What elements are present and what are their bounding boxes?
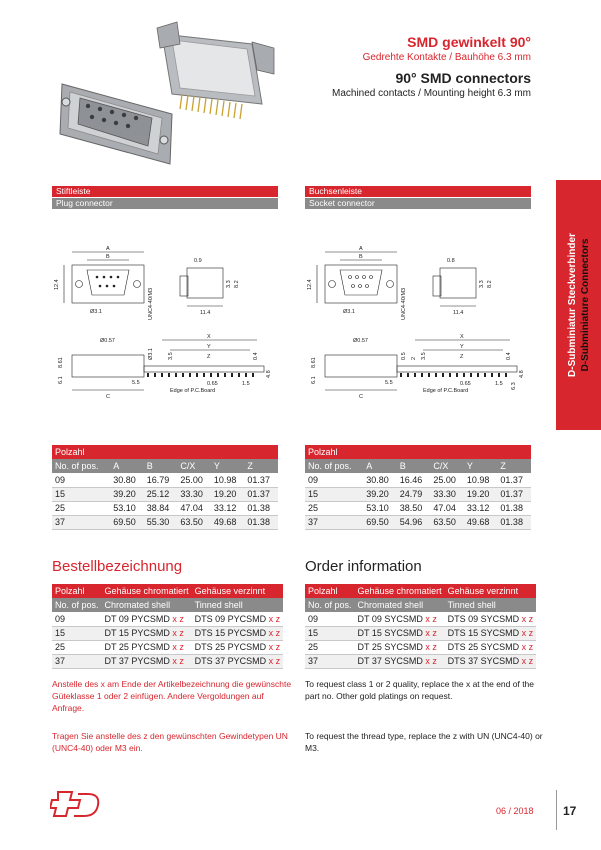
cell: 19.20 <box>211 487 245 501</box>
s-dim-d2: 2 <box>411 356 417 360</box>
table-title: Polzahl <box>52 445 278 459</box>
order-table-de <box>52 584 283 669</box>
s-dim-X: X <box>460 334 464 340</box>
table-row <box>305 654 536 668</box>
part-suffix: x z <box>521 628 534 638</box>
title-en: 90° SMD connectors <box>395 70 531 86</box>
cell <box>192 612 284 626</box>
table-row <box>52 487 278 501</box>
cell: 39.20 <box>363 487 397 501</box>
s-dim-B: B <box>359 254 363 260</box>
col-header: Gehäuse verzinnt <box>445 584 537 598</box>
s-dim-d35: 3.5 <box>421 352 427 360</box>
part-suffix: x z <box>425 642 437 652</box>
cell: 01.37 <box>497 473 531 487</box>
table-row <box>52 612 283 626</box>
cell: 15 <box>305 626 355 640</box>
cell <box>355 640 445 654</box>
part-no: DTS 37 PYCSMD <box>194 656 267 666</box>
cell: 24.79 <box>397 487 431 501</box>
dim-B: B <box>106 254 110 260</box>
cell: 19.20 <box>464 487 498 501</box>
part-no: DT 15 PYCSMD <box>104 628 170 638</box>
col-header: Y <box>464 459 498 473</box>
cell: 25 <box>52 640 102 654</box>
dim-w15: 1.5 <box>242 381 250 387</box>
dim-h61: 6.1 <box>58 376 64 384</box>
col-header: No. of pos. <box>305 459 363 473</box>
cell: 25 <box>52 501 110 515</box>
product-photo <box>52 14 282 174</box>
order-note1-en: To request class 1 or 2 quality, replace the x at the end of the part no. Other gold platings on request. <box>305 679 535 701</box>
part-no: DT 09 PYCSMD <box>104 613 170 624</box>
cell: 37 <box>52 515 110 529</box>
cell: 15 <box>52 487 110 501</box>
cell: 25.00 <box>177 473 211 487</box>
part-suffix: x z <box>268 642 281 652</box>
dim-d48: 4.8 <box>266 370 272 378</box>
plug-drawing <box>52 240 278 410</box>
dim-unc: UNC4-40/M3 <box>148 287 154 320</box>
dim-d31: Ø3.1 <box>90 309 102 315</box>
cell: 37 <box>305 515 363 529</box>
table-row <box>305 487 531 501</box>
col-header: No. of pos. <box>52 598 102 612</box>
dim-w065: 0.65 <box>207 381 218 387</box>
s-dim-w55: 5.5 <box>385 380 393 386</box>
table-row <box>52 626 283 640</box>
part-suffix: x z <box>268 656 281 666</box>
cell: 38.50 <box>397 501 431 515</box>
order-table-en <box>305 584 536 669</box>
dim-d04: 0.4 <box>253 352 259 360</box>
cell: 69.50 <box>110 515 144 529</box>
part-suffix: x z <box>425 628 437 638</box>
part-suffix: x z <box>425 656 437 666</box>
part-suffix: x z <box>425 613 437 624</box>
order-note1-de: Anstelle des x am Ende der Artikelbezeichnung die gewünschte Güteklasse 1 oder 2 einfügen. Andere Vergoldungen auf Anfrage. <box>52 679 292 713</box>
cell: 01.38 <box>497 515 531 529</box>
dim-X: X <box>207 334 211 340</box>
table-row <box>52 473 278 487</box>
col-header: Tinned shell <box>192 598 284 612</box>
part-suffix: x z <box>172 656 184 666</box>
cell: 53.10 <box>110 501 144 515</box>
cell: 25 <box>305 640 355 654</box>
cell <box>102 612 192 626</box>
cell <box>192 626 284 640</box>
cell: 39.20 <box>110 487 144 501</box>
cell: 63.50 <box>177 515 211 529</box>
cell: 33.12 <box>211 501 245 515</box>
part-suffix: x z <box>268 613 281 624</box>
col-header: No. of pos. <box>52 459 110 473</box>
col-header: A <box>110 459 144 473</box>
order-title-en: Order information <box>305 558 422 575</box>
s-dim-d63: 6.3 <box>511 382 517 390</box>
side-tab <box>556 180 601 430</box>
cell: 01.38 <box>244 501 278 515</box>
order-title-de: Bestellbezeichnung <box>52 558 183 575</box>
cell: 55.30 <box>144 515 178 529</box>
plug-label-de: Stiftleiste <box>52 186 278 197</box>
footer-divider <box>556 790 557 830</box>
cell: 15 <box>52 626 102 640</box>
cell: 33.12 <box>464 501 498 515</box>
cell: 09 <box>305 612 355 626</box>
cell: 47.04 <box>430 501 464 515</box>
part-no: DT 09 SYCSMD <box>357 613 423 624</box>
cell <box>445 612 537 626</box>
s-dim-05: 0.5 <box>401 352 407 360</box>
cell <box>355 612 445 626</box>
cell: 10.98 <box>464 473 498 487</box>
socket-drawing <box>305 240 531 410</box>
col-header: Y <box>211 459 245 473</box>
part-no: DT 37 PYCSMD <box>104 656 170 666</box>
cell: 09 <box>52 612 102 626</box>
part-no: DTS 09 SYCSMD <box>447 613 520 624</box>
col-header: B <box>144 459 178 473</box>
cell: 01.38 <box>244 515 278 529</box>
s-edge-label: Edge of P.C.Board <box>423 388 469 394</box>
cell: 01.37 <box>244 487 278 501</box>
cell <box>192 640 284 654</box>
col-header: B <box>397 459 431 473</box>
cell: 16.79 <box>144 473 178 487</box>
dim-p09: 0.9 <box>194 258 202 264</box>
table-row <box>305 473 531 487</box>
connector-image-front <box>60 84 172 164</box>
cell: 53.10 <box>363 501 397 515</box>
part-suffix: x z <box>521 656 534 666</box>
cell: 09 <box>52 473 110 487</box>
table-title: Polzahl <box>305 445 531 459</box>
cell <box>102 640 192 654</box>
cell <box>445 654 537 668</box>
col-header: Chromated shell <box>355 598 445 612</box>
part-no: DT 25 SYCSMD <box>357 642 423 652</box>
dim-w114: 11.4 <box>200 310 211 316</box>
part-no: DT 15 SYCSMD <box>357 628 423 638</box>
cell: 54.96 <box>397 515 431 529</box>
cell: 37 <box>52 654 102 668</box>
col-header: Gehäuse chromatiert <box>355 584 445 598</box>
part-no: DT 37 SYCSMD <box>357 656 423 666</box>
cell: 25.12 <box>144 487 178 501</box>
part-no: DTS 37 SYCSMD <box>447 656 520 666</box>
table-row <box>305 612 536 626</box>
cell: 30.80 <box>110 473 144 487</box>
order-note2-en: To request the thread type, replace the z with UN (UNC4-40) or M3. <box>305 731 543 753</box>
part-suffix: x z <box>172 642 184 652</box>
s-dim-d48: 4.8 <box>519 370 525 378</box>
s-dim-33: 3.3 <box>479 280 485 288</box>
cell: 10.98 <box>211 473 245 487</box>
dimension-table-socket <box>305 445 531 530</box>
cell: 09 <box>305 473 363 487</box>
s-dim-82: 8.2 <box>487 280 493 288</box>
cell: 37 <box>305 654 355 668</box>
footer-date: 06 / 2018 <box>496 806 534 816</box>
table-row <box>305 515 531 529</box>
part-no: DTS 25 PYCSMD <box>194 642 267 652</box>
s-dim-A: A <box>359 246 363 252</box>
side-tab-label-de: D-Subminiatur Steckverbinder <box>566 233 578 377</box>
table-row <box>305 501 531 515</box>
cell <box>445 640 537 654</box>
col-header: C/X <box>177 459 211 473</box>
s-dim-d057: Ø0.57 <box>353 338 368 344</box>
s-dim-d31: Ø3.1 <box>343 309 355 315</box>
cell <box>102 654 192 668</box>
cell <box>355 626 445 640</box>
table-row <box>52 640 283 654</box>
s-dim-w15: 1.5 <box>495 381 503 387</box>
part-no: DTS 15 SYCSMD <box>447 628 520 638</box>
side-tab-label-en: D-Subminiature Connectors <box>579 238 591 372</box>
cell: 69.50 <box>363 515 397 529</box>
part-suffix: x z <box>521 613 534 624</box>
cell <box>102 626 192 640</box>
cell: 01.37 <box>497 487 531 501</box>
s-dim-w114: 11.4 <box>453 310 464 316</box>
col-header: Gehäuse chromatiert <box>102 584 192 598</box>
col-header: A <box>363 459 397 473</box>
col-header: Z <box>497 459 531 473</box>
connector-image-back <box>157 22 274 119</box>
page-number: 17 <box>563 804 577 818</box>
cell: 01.37 <box>244 473 278 487</box>
s-dim-w065: 0.65 <box>460 381 471 387</box>
s-dim-unc: UNC4-40/M3 <box>401 287 407 320</box>
table-row <box>52 654 283 668</box>
subtitle-en: Machined contacts / Mounting height 6.3 mm <box>332 88 531 99</box>
cell: 33.30 <box>177 487 211 501</box>
table-row <box>52 501 278 515</box>
cell: 01.38 <box>497 501 531 515</box>
dim-Z: Z <box>207 354 211 360</box>
dim-h124: 12.4 <box>54 279 60 290</box>
part-no: DTS 09 PYCSMD <box>194 613 267 624</box>
dim-Y: Y <box>207 344 211 350</box>
s-dim-h124: 12.4 <box>307 279 313 290</box>
part-suffix: x z <box>172 613 184 624</box>
s-dim-h861: 8.61 <box>311 357 317 368</box>
col-header: Polzahl <box>305 584 355 598</box>
dim-p31b: Ø3.1 <box>148 348 154 360</box>
s-dim-08: 0.8 <box>447 258 455 264</box>
cell: 63.50 <box>430 515 464 529</box>
cell: 49.68 <box>211 515 245 529</box>
dim-A: A <box>106 246 110 252</box>
col-header: Gehäuse verzinnt <box>192 584 284 598</box>
part-suffix: x z <box>172 628 184 638</box>
socket-label-en: Socket connector <box>305 198 531 209</box>
s-dim-Z: Z <box>460 354 464 360</box>
dim-p33: 3.3 <box>226 280 232 288</box>
table-row <box>305 640 536 654</box>
table-row <box>52 515 278 529</box>
col-header: Z <box>244 459 278 473</box>
cell: 30.80 <box>363 473 397 487</box>
plug-label-en: Plug connector <box>52 198 278 209</box>
socket-label-de: Buchsenleiste <box>305 186 531 197</box>
cell: 38.84 <box>144 501 178 515</box>
edge-label: Edge of P.C.Board <box>170 388 216 394</box>
col-header: C/X <box>430 459 464 473</box>
cell <box>192 654 284 668</box>
cell: 15 <box>305 487 363 501</box>
cell: 33.30 <box>430 487 464 501</box>
brand-logo <box>50 788 102 822</box>
cell: 49.68 <box>464 515 498 529</box>
s-dim-h61: 6.1 <box>311 376 317 384</box>
col-header: Tinned shell <box>445 598 537 612</box>
dimension-table-plug <box>52 445 278 530</box>
part-suffix: x z <box>521 642 534 652</box>
cell <box>445 626 537 640</box>
cell: 47.04 <box>177 501 211 515</box>
part-no: DTS 25 SYCSMD <box>447 642 520 652</box>
col-header: No. of pos. <box>305 598 355 612</box>
col-header: Chromated shell <box>102 598 192 612</box>
title-de: SMD gewinkelt 90° <box>407 34 531 50</box>
subtitle-de: Gedrehte Kontakte / Bauhöhe 6.3 mm <box>362 52 531 63</box>
dim-d057: Ø0.57 <box>100 338 115 344</box>
cell <box>355 654 445 668</box>
order-note2-de: Tragen Sie anstelle des z den gewünschten Gewindetypen UN (UNC4-40) oder M3 ein. <box>52 731 288 753</box>
cell: 16.46 <box>397 473 431 487</box>
dim-h861: 8.61 <box>58 357 64 368</box>
table-row <box>305 626 536 640</box>
dim-p82: 8.2 <box>234 280 240 288</box>
cell: 25 <box>305 501 363 515</box>
s-dim-C: C <box>359 394 363 400</box>
dim-C: C <box>106 394 110 400</box>
col-header: Polzahl <box>52 584 102 598</box>
part-suffix: x z <box>268 628 281 638</box>
part-no: DTS 15 PYCSMD <box>194 628 267 638</box>
s-dim-d04: 0.4 <box>506 352 512 360</box>
s-dim-Y: Y <box>460 344 464 350</box>
part-no: DT 25 PYCSMD <box>104 642 170 652</box>
dim-w55: 5.5 <box>132 380 140 386</box>
dim-d35: 3.5 <box>168 352 174 360</box>
cell: 25.00 <box>430 473 464 487</box>
